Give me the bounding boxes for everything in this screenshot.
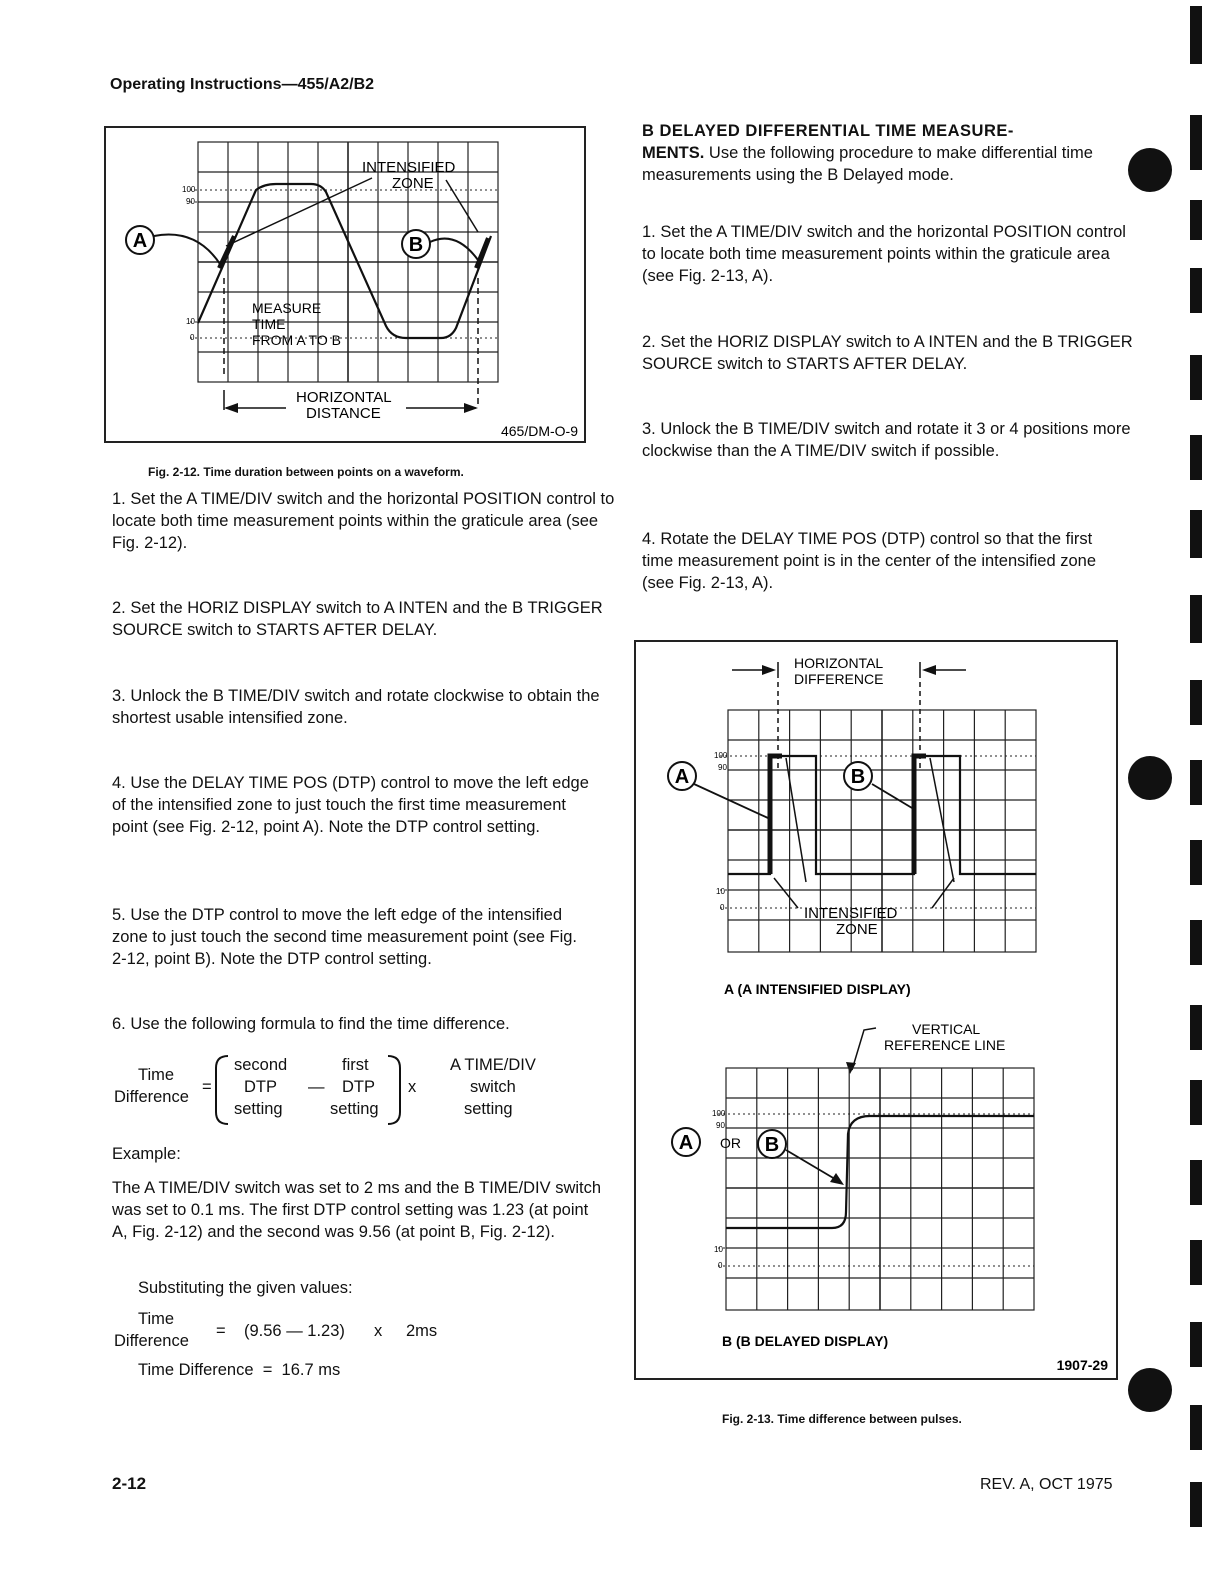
margin-bar bbox=[1190, 1405, 1202, 1450]
margin-bar bbox=[1190, 1160, 1202, 1205]
label-time: TIME bbox=[252, 316, 286, 332]
formula-dtp1: DTP bbox=[244, 1078, 277, 1096]
formula-atd: A TIME/DIV bbox=[450, 1056, 536, 1074]
margin-bar bbox=[1190, 510, 1202, 558]
label-zone2: ZONE bbox=[836, 921, 878, 938]
calc-difference: Difference bbox=[114, 1332, 189, 1350]
result: Time Difference = 16.7 ms bbox=[138, 1361, 341, 1379]
margin-bar bbox=[1190, 1005, 1202, 1050]
step-1-right: 1. Set the A TIME/DIV switch and the horizontal POSITION control to locate both time measurement points within the graticule area (see Fig. 2-13, A). bbox=[642, 223, 1126, 285]
binder-hole bbox=[1128, 756, 1172, 800]
label-difference: DIFFERENCE bbox=[794, 671, 884, 687]
margin-bar bbox=[1190, 1322, 1202, 1367]
marker-a: A bbox=[132, 230, 148, 252]
label-from: FROM A TO B bbox=[252, 332, 341, 348]
formula-time: Time bbox=[138, 1066, 175, 1084]
section-heading: B DELAYED DIFFERENTIAL TIME MEASURE- bbox=[642, 122, 1014, 140]
label-zone: ZONE bbox=[392, 175, 434, 192]
label-horizontal: HORIZONTAL bbox=[296, 389, 392, 406]
margin-bar bbox=[1190, 268, 1202, 313]
formula-setting3: setting bbox=[464, 1100, 513, 1118]
figure-caption: Fig. 2-12. Time duration between points on a waveform. bbox=[148, 465, 464, 479]
tick-0: 0 bbox=[190, 333, 195, 342]
step-6-left: 6. Use the following formula to find the time difference. bbox=[112, 1015, 510, 1033]
tick-10: 10 bbox=[186, 317, 195, 326]
subfig-a-label: A (A INTENSIFIED DISPLAY) bbox=[724, 981, 911, 997]
fig13-marker-a: A bbox=[674, 766, 690, 788]
page-header: Operating Instructions—455/A2/B2 bbox=[110, 76, 375, 93]
revision: REV. A, OCT 1975 bbox=[980, 1476, 1113, 1493]
step-1-left: 1. Set the A TIME/DIV switch and the horizontal POSITION control to locate both time measurement points within the graticule area (see Fig. 2-12). bbox=[112, 490, 615, 552]
calc-ms: 2ms bbox=[406, 1322, 438, 1340]
calc-eq: = bbox=[216, 1322, 226, 1340]
step-2-right: 2. Set the HORIZ DISPLAY switch to A INTEN and the B TRIGGER SOURCE switch to STARTS AFTER DELAY. bbox=[642, 333, 1133, 373]
tick-90b: 90 bbox=[716, 1121, 725, 1130]
step-3-right: 3. Unlock the B TIME/DIV switch and rotate it 3 or 4 positions more clockwise than the A TIME/DIV switch if possible. bbox=[642, 420, 1131, 460]
figure-2-13 bbox=[634, 640, 1118, 1380]
tick-100b: 100 bbox=[712, 1109, 726, 1118]
label-or: OR bbox=[720, 1135, 741, 1151]
label-distance: DISTANCE bbox=[306, 405, 381, 422]
figure13-caption: Fig. 2-13. Time difference between pulses. bbox=[722, 1412, 962, 1426]
step-3-left: 3. Unlock the B TIME/DIV switch and rotate clockwise to obtain the shortest usable intensified zone. bbox=[112, 687, 600, 727]
margin-bar bbox=[1190, 435, 1202, 480]
margin-bar bbox=[1190, 1482, 1202, 1527]
fig13-marker-b: B bbox=[850, 766, 866, 788]
step-2-left: 2. Set the HORIZ DISPLAY switch to A INTEN and the B TRIGGER SOURCE switch to STARTS AFTER DELAY. bbox=[112, 599, 603, 639]
label-horizontal-diff: HORIZONTAL bbox=[794, 655, 884, 671]
bracket-right bbox=[386, 1054, 406, 1126]
tick-10a: 10 bbox=[716, 887, 725, 896]
formula-setting2: setting bbox=[330, 1100, 379, 1118]
marker-b: B bbox=[408, 234, 424, 256]
tick-100: 100 bbox=[182, 185, 196, 194]
substituting: Substituting the given values: bbox=[138, 1279, 353, 1297]
formula-x: x bbox=[408, 1078, 417, 1096]
margin-bar bbox=[1190, 200, 1202, 240]
example-label: Example: bbox=[112, 1145, 181, 1163]
formula-first: first bbox=[342, 1056, 369, 1074]
fig-2-13-graphic bbox=[636, 642, 1116, 1378]
bracket-left bbox=[210, 1054, 230, 1126]
label-measure: MEASURE bbox=[252, 300, 322, 316]
tick-10b: 10 bbox=[714, 1245, 723, 1254]
margin-bar bbox=[1190, 1240, 1202, 1285]
subfig-b-label: B (B DELAYED DISPLAY) bbox=[722, 1333, 889, 1349]
figure-id: 465/DM-O-9 bbox=[500, 423, 578, 439]
margin-bar bbox=[1190, 1080, 1202, 1125]
formula-setting1: setting bbox=[234, 1100, 283, 1118]
page-number: 2-12 bbox=[112, 1474, 147, 1493]
calculation bbox=[110, 1308, 510, 1358]
label-intensified-zone: INTENSIFIED bbox=[804, 905, 898, 922]
figure-2-12 bbox=[104, 126, 586, 443]
example-text: The A TIME/DIV switch was set to 2 ms and the B TIME/DIV switch was set to 0.1 ms. The first DTP control setting was 1.23 (at point A, Fig. 2-12) and the second was 9.56 (at point B, Fig. 2-12). bbox=[112, 1179, 602, 1241]
margin-bar bbox=[1190, 355, 1202, 400]
section-heading-cont: MENTS. bbox=[642, 144, 705, 162]
label-vertical: VERTICAL bbox=[912, 1021, 981, 1037]
step-4-right: 4. Rotate the DELAY TIME POS (DTP) control so that the first time measurement point is in the center of the intensified zone (see Fig. 2-13, A). bbox=[642, 530, 1096, 592]
binder-hole bbox=[1128, 148, 1172, 192]
formula bbox=[110, 1052, 590, 1132]
calc-expr: (9.56 — 1.23) bbox=[244, 1322, 345, 1340]
tick-90a: 90 bbox=[718, 763, 727, 772]
tick-0b: 0 bbox=[718, 1261, 723, 1270]
formula-second: second bbox=[234, 1056, 288, 1074]
formula-switch: switch bbox=[470, 1078, 516, 1096]
margin-bar bbox=[1190, 595, 1202, 643]
fig13-marker-a2: A bbox=[678, 1132, 694, 1154]
tick-100a: 100 bbox=[714, 751, 728, 760]
margin-bar bbox=[1190, 920, 1202, 965]
calc-time: Time bbox=[138, 1310, 175, 1328]
margin-bar bbox=[1190, 680, 1202, 725]
formula-difference: Difference bbox=[114, 1088, 189, 1106]
formula-minus: — bbox=[308, 1078, 325, 1096]
margin-bar bbox=[1190, 115, 1202, 170]
figure13-id: 1907-29 bbox=[1056, 1357, 1108, 1373]
fig13-marker-b2: B bbox=[764, 1134, 780, 1156]
tick-90: 90 bbox=[186, 197, 195, 206]
calc-x: x bbox=[374, 1322, 383, 1340]
label-intensified: INTENSIFIED bbox=[362, 159, 456, 176]
margin-bar bbox=[1190, 840, 1202, 885]
tick-0a: 0 bbox=[720, 903, 725, 912]
step-5-left: 5. Use the DTP control to move the left edge of the intensified zone to just touch the second time measurement point (see Fig. 2-12, point B). Note the DTP control setting. bbox=[112, 906, 577, 968]
step-4-left: 4. Use the DELAY TIME POS (DTP) control to move the left edge of the intensified zone to just touch the first time measurement point (see Fig. 2-12, point A). Note the DTP control setting. bbox=[112, 774, 589, 836]
formula-dtp2: DTP bbox=[342, 1078, 375, 1096]
margin-bar bbox=[1190, 6, 1202, 64]
margin-bar bbox=[1190, 760, 1202, 805]
section-intro: Use the following procedure to make differential time measurements using the B Delayed mode. bbox=[642, 144, 1093, 184]
binder-hole bbox=[1128, 1368, 1172, 1412]
fig-2-12-graphic bbox=[106, 128, 584, 441]
right-heading-block bbox=[642, 120, 1122, 186]
formula-eq: = bbox=[202, 1078, 212, 1096]
label-reference-line: REFERENCE LINE bbox=[884, 1037, 1006, 1053]
